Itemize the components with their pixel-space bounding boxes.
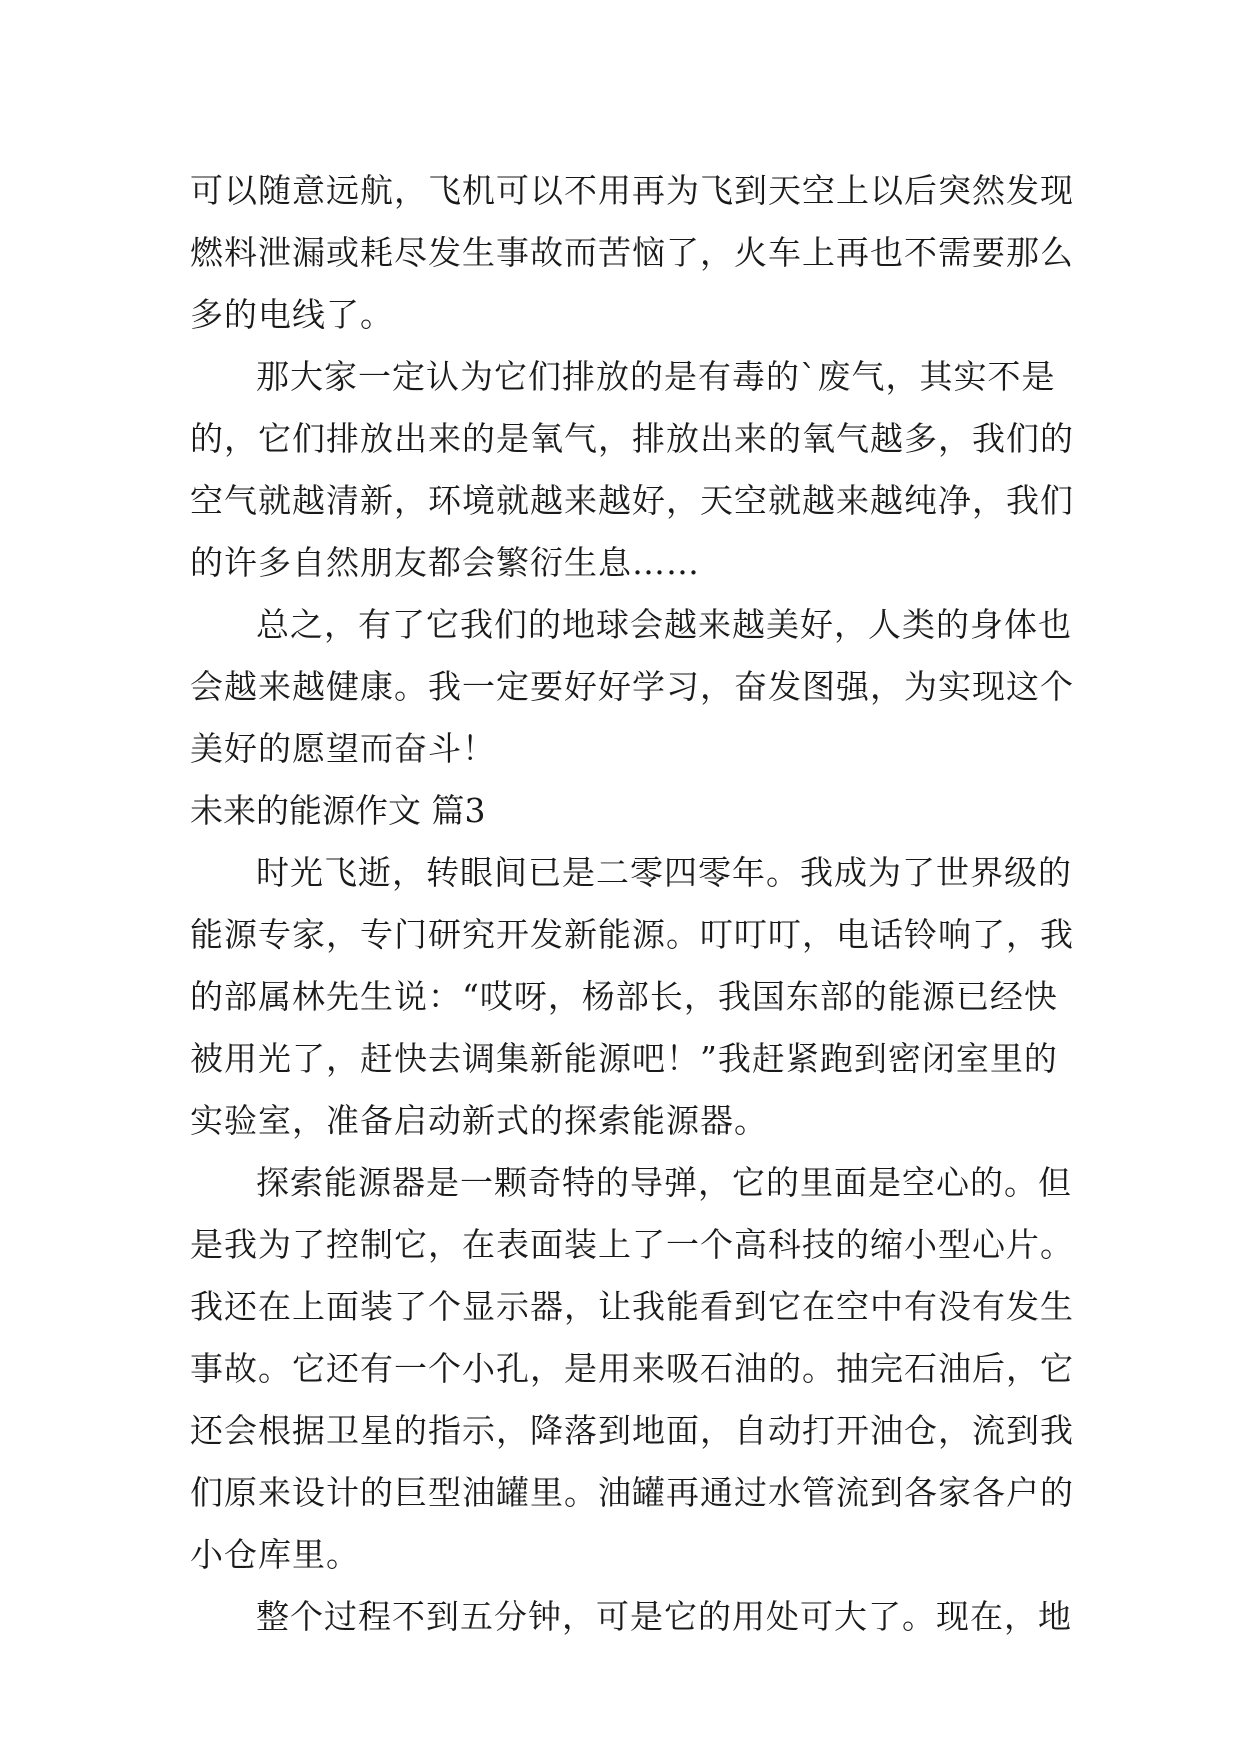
text-line: 能源专家，专门研究开发新能源。叮叮叮，电话铃响了，我 xyxy=(190,915,1074,954)
text-line: 被用光了，赶快去调集新能源吧！”我赶紧跑到密闭室里的 xyxy=(190,1039,1058,1078)
text-line: 小仓库里。 xyxy=(190,1535,360,1574)
paragraph-start-line: 整个过程不到五分钟，可是它的用处可大了。现在，地 xyxy=(256,1597,1072,1636)
text-line: 美好的愿望而奋斗！ xyxy=(190,729,496,768)
paragraph-start-line: 那大家一定认为它们排放的是有毒的`废气，其实不是 xyxy=(256,357,1056,396)
document-body xyxy=(190,160,1074,1648)
text-line: 实验室，准备启动新式的探索能源器。 xyxy=(190,1101,768,1140)
paragraph-start-line: 时光飞逝，转眼间已是二零四零年。我成为了世界级的 xyxy=(256,853,1072,892)
text-line: 我还在上面装了个显示器，让我能看到它在空中有没有发生 xyxy=(190,1287,1074,1326)
text-line: 事故。它还有一个小孔，是用来吸石油的。抽完石油后，它 xyxy=(190,1349,1074,1388)
text-line: 是我为了控制它，在表面装上了一个高科技的缩小型心片。 xyxy=(190,1225,1074,1264)
text-line: 可以随意远航，飞机可以不用再为飞到天空上以后突然发现 xyxy=(190,171,1074,210)
paragraph-start-line: 探索能源器是一颗奇特的导弹，它的里面是空心的。但 xyxy=(256,1163,1072,1202)
text-line: 的部属林先生说：“哎呀，杨部长，我国东部的能源已经快 xyxy=(190,977,1058,1016)
text-line: 会越来越健康。我一定要好好学习，奋发图强，为实现这个 xyxy=(190,667,1074,706)
text-line: 的许多自然朋友都会繁衍生息…… xyxy=(190,543,700,582)
text-line: 多的电线了。 xyxy=(190,295,394,334)
text-line: 燃料泄漏或耗尽发生事故而苦恼了，火车上再也不需要那么 xyxy=(190,233,1074,272)
text-line: 还会根据卫星的指示，降落到地面，自动打开油仓，流到我 xyxy=(190,1411,1074,1450)
section-heading: 未来的能源作文 篇3 xyxy=(190,791,486,830)
paragraph-start-line: 总之，有了它我们的地球会越来越美好，人类的身体也 xyxy=(256,605,1072,644)
text-line: 空气就越清新，环境就越来越好，天空就越来越纯净，我们 xyxy=(190,481,1074,520)
text-line: 们原来设计的巨型油罐里。油罐再通过水管流到各家各户的 xyxy=(190,1473,1074,1512)
text-line: 的，它们排放出来的是氧气，排放出来的氧气越多，我们的 xyxy=(190,419,1074,458)
